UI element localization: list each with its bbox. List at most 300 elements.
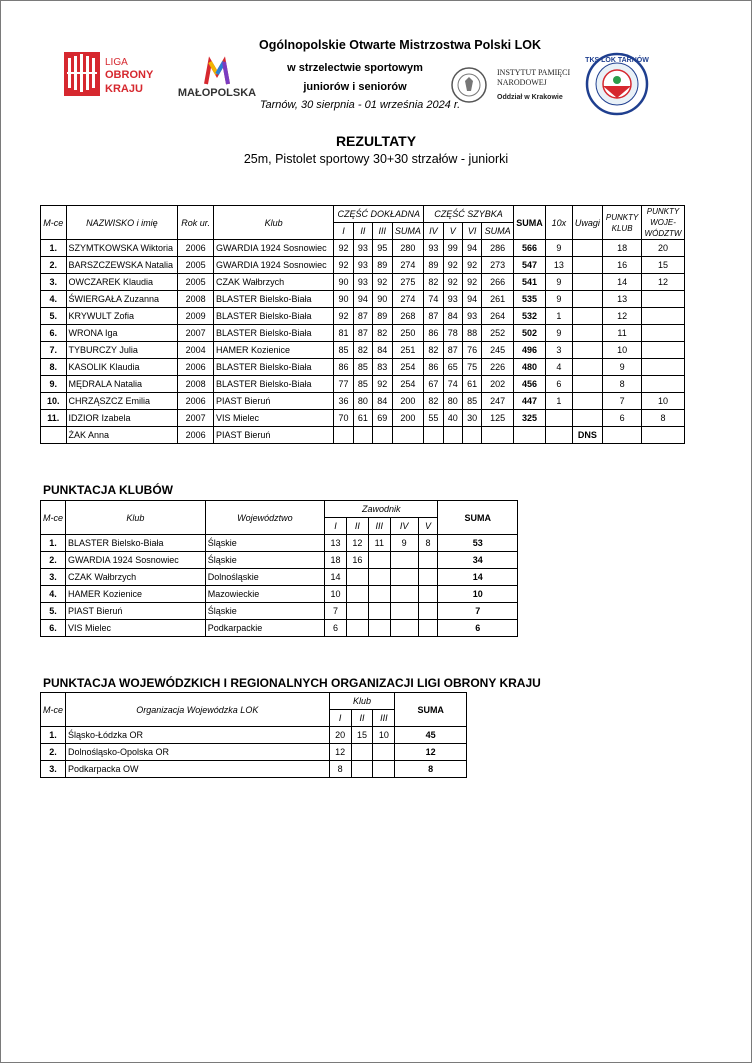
- page-title: REZULTATY: [335, 133, 417, 149]
- cell-name: OWCZAREK Klaudia: [66, 274, 178, 291]
- cell-s4: [424, 427, 443, 444]
- cell-sum-b: 264: [482, 308, 514, 325]
- cell-notes: [572, 325, 603, 342]
- lok-logo-line1: LIGA: [105, 57, 128, 68]
- clubs-col-p5: V: [418, 518, 438, 535]
- cell-notes: [572, 274, 603, 291]
- cell-s6: 92: [462, 257, 481, 274]
- cell-s1: 92: [334, 240, 353, 257]
- cell-s6: 61: [462, 376, 481, 393]
- cell-place: 2.: [41, 552, 66, 569]
- cell-club: GWARDIA 1924 Sosnowiec: [213, 240, 333, 257]
- cell-sum-b: 273: [482, 257, 514, 274]
- cell-place: 6.: [41, 325, 67, 342]
- cell-p2: 12: [346, 535, 368, 552]
- cell-p3: [373, 744, 395, 761]
- table-row: [41, 393, 685, 410]
- cell-name: TYBURCZY Julia: [66, 342, 178, 359]
- cell-s5: 74: [443, 376, 462, 393]
- cell-s4: 93: [424, 240, 443, 257]
- cell-sum-a: 200: [392, 393, 424, 410]
- cell-p1: 12: [329, 744, 351, 761]
- cell-notes: [572, 376, 603, 393]
- cell-p3: [368, 569, 390, 586]
- cell-s3: 92: [373, 376, 392, 393]
- clubs-col-total: SUMA: [438, 501, 518, 535]
- cell-sum-b: [482, 427, 514, 444]
- cell-p2: [346, 603, 368, 620]
- cell-notes: [572, 257, 603, 274]
- cell-club: HAMER Kozienice: [66, 586, 206, 603]
- cell-place: 6.: [41, 620, 66, 637]
- cell-region-points: 8: [641, 410, 684, 427]
- cell-s6: 30: [462, 410, 481, 427]
- cell-place: 10.: [41, 393, 67, 410]
- cell-tens: 9: [546, 291, 573, 308]
- clubs-col-p1: I: [325, 518, 347, 535]
- cell-sum-a: 274: [392, 291, 424, 308]
- cell-s2: 93: [353, 240, 372, 257]
- ipn-logo-line3: Oddział w Krakowie: [497, 94, 563, 101]
- cell-total: 456: [513, 376, 545, 393]
- cell-year: 2006: [178, 393, 214, 410]
- cell-year: 2007: [178, 410, 214, 427]
- cell-s6: 94: [462, 291, 481, 308]
- orgs-col-total: SUMA: [395, 693, 467, 727]
- cell-p1: 13: [325, 535, 347, 552]
- cell-place: 1.: [41, 240, 67, 257]
- cell-p5: [418, 620, 438, 637]
- cell-place: 2.: [41, 257, 67, 274]
- cell-p1: 14: [325, 569, 347, 586]
- cell-sum-a: 251: [392, 342, 424, 359]
- cell-sum-a: [392, 427, 424, 444]
- cell-notes: DNS: [572, 427, 603, 444]
- cell-place: [41, 427, 67, 444]
- cell-s2: 80: [353, 393, 372, 410]
- cell-sum-b: 247: [482, 393, 514, 410]
- cell-name: KRYWULT Zofia: [66, 308, 178, 325]
- lok-logo: [64, 50, 156, 98]
- cell-year: 2005: [178, 257, 214, 274]
- cell-s1: 85: [334, 342, 353, 359]
- cell-club: BLASTER Bielsko-Biała: [66, 535, 206, 552]
- col-s3: III: [373, 223, 392, 240]
- col-s2: II: [353, 223, 372, 240]
- cell-s6: 85: [462, 393, 481, 410]
- cell-p1: 20: [329, 727, 351, 744]
- cell-s3: 84: [373, 342, 392, 359]
- clubs-col-p3: III: [368, 518, 390, 535]
- cell-s2: 61: [353, 410, 372, 427]
- cell-p3: 10: [373, 727, 395, 744]
- cell-region-points: [641, 308, 684, 325]
- cell-s1: 36: [334, 393, 353, 410]
- cell-place: 1.: [41, 727, 66, 744]
- cell-region-points: [641, 291, 684, 308]
- cell-total: 535: [513, 291, 545, 308]
- cell-p2: [346, 586, 368, 603]
- cell-place: 5.: [41, 603, 66, 620]
- cell-s5: 93: [443, 291, 462, 308]
- malopolska-logo-text: MAŁOPOLSKA: [177, 87, 257, 99]
- cell-year: 2007: [178, 325, 214, 342]
- cell-p1: 8: [329, 761, 351, 778]
- cell-club-points: 18: [603, 240, 642, 257]
- cell-tens: 1: [546, 308, 573, 325]
- cell-place: 3.: [41, 569, 66, 586]
- cell-club: PIAST Bieruń: [66, 603, 206, 620]
- cell-club-points: 7: [603, 393, 642, 410]
- cell-total: 7: [438, 603, 518, 620]
- cell-place: 3.: [41, 761, 66, 778]
- cell-p3: 11: [368, 535, 390, 552]
- cell-notes: [572, 240, 603, 257]
- clubs-col-p4: IV: [390, 518, 418, 535]
- table-row: [41, 240, 685, 257]
- cell-club: GWARDIA 1924 Sosnowiec: [66, 552, 206, 569]
- cell-s4: 82: [424, 393, 443, 410]
- cell-org: Śląsko-Łódzka OR: [66, 727, 330, 744]
- event-date-place: Tarnów, 30 sierpnia - 01 września 2024 r.: [259, 99, 461, 111]
- cell-name: CHRZĄSZCZ Emilia: [66, 393, 178, 410]
- cell-club-points: 13: [603, 291, 642, 308]
- cell-p2: [346, 569, 368, 586]
- cell-sum-b: 125: [482, 410, 514, 427]
- col-s1: I: [334, 223, 353, 240]
- cell-notes: [572, 342, 603, 359]
- cell-p1: 10: [325, 586, 347, 603]
- cell-region-points: 20: [641, 240, 684, 257]
- cell-name: SZYMTKOWSKA Wiktoria: [66, 240, 178, 257]
- cell-place: 1.: [41, 535, 66, 552]
- cell-total: 532: [513, 308, 545, 325]
- cell-club: CZAK Wałbrzych: [66, 569, 206, 586]
- col-notes: Uwagi: [572, 206, 603, 240]
- cell-club: BLASTER Bielsko-Biała: [213, 291, 333, 308]
- table-row: [41, 569, 518, 586]
- cell-club: CZAK Wałbrzych: [213, 274, 333, 291]
- cell-s5: 78: [443, 325, 462, 342]
- cell-total: 447: [513, 393, 545, 410]
- cell-club-points: 12: [603, 308, 642, 325]
- cell-region-points: [641, 359, 684, 376]
- cell-region-points: 15: [641, 257, 684, 274]
- cell-p4: [390, 586, 418, 603]
- table-row: [41, 274, 685, 291]
- cell-sum-b: 261: [482, 291, 514, 308]
- orgs-col-org: Organizacja Wojewódzka LOK: [66, 693, 330, 727]
- cell-s1: 86: [334, 359, 353, 376]
- table-row: [41, 376, 685, 393]
- clubs-col-club: Klub: [66, 501, 206, 535]
- cell-club: HAMER Kozienice: [213, 342, 333, 359]
- cell-s1: 90: [334, 291, 353, 308]
- col-year: Rok ur.: [178, 206, 214, 240]
- cell-notes: [572, 410, 603, 427]
- table-row: [41, 427, 685, 444]
- table-row: [41, 727, 467, 744]
- cell-total: 502: [513, 325, 545, 342]
- cell-sum-a: 274: [392, 257, 424, 274]
- cell-total: 14: [438, 569, 518, 586]
- cell-tens: 9: [546, 240, 573, 257]
- cell-s5: 92: [443, 274, 462, 291]
- cell-sum-a: 280: [392, 240, 424, 257]
- cell-name: BARSZCZEWSKA Natalia: [66, 257, 178, 274]
- cell-s5: 84: [443, 308, 462, 325]
- cell-club: BLASTER Bielsko-Biała: [213, 359, 333, 376]
- cell-region: Śląskie: [205, 603, 324, 620]
- cell-s6: 94: [462, 240, 481, 257]
- cell-s1: 70: [334, 410, 353, 427]
- cell-s6: 93: [462, 308, 481, 325]
- cell-s4: 87: [424, 308, 443, 325]
- cell-sum-a: 275: [392, 274, 424, 291]
- table-row: [41, 410, 685, 427]
- cell-total: 10: [438, 586, 518, 603]
- cell-p3: [368, 552, 390, 569]
- orgs-col-place: M-ce: [41, 693, 66, 727]
- cell-sum-b: 266: [482, 274, 514, 291]
- col-s6: VI: [462, 223, 481, 240]
- cell-region: Podkarpackie: [205, 620, 324, 637]
- table-row: [41, 291, 685, 308]
- cell-s1: 81: [334, 325, 353, 342]
- cell-p3: [368, 620, 390, 637]
- cell-s2: 87: [353, 325, 372, 342]
- cell-p4: [390, 603, 418, 620]
- cell-notes: [572, 359, 603, 376]
- cell-sum-a: 268: [392, 308, 424, 325]
- cell-s6: 76: [462, 342, 481, 359]
- ipn-logo-line2: NARODOWEJ: [497, 78, 547, 87]
- cell-total: 6: [438, 620, 518, 637]
- cell-org: Podkarpacka OW: [66, 761, 330, 778]
- cell-club-points: 8: [603, 376, 642, 393]
- clubs-col-place: M-ce: [41, 501, 66, 535]
- cell-total: 53: [438, 535, 518, 552]
- cell-club: BLASTER Bielsko-Biała: [213, 376, 333, 393]
- cell-place: 2.: [41, 744, 66, 761]
- cell-year: 2008: [178, 291, 214, 308]
- cell-year: 2004: [178, 342, 214, 359]
- cell-club-points: 9: [603, 359, 642, 376]
- cell-p1: 18: [325, 552, 347, 569]
- cell-s4: 86: [424, 359, 443, 376]
- cell-notes: [572, 393, 603, 410]
- cell-s2: [353, 427, 372, 444]
- cell-p5: [418, 552, 438, 569]
- cell-s4: 89: [424, 257, 443, 274]
- page-subtitle: 25m, Pistolet sportowy 30+30 strzałów - juniorki: [243, 152, 509, 166]
- clubs-col-region: Województwo: [205, 501, 324, 535]
- cell-s1: [334, 427, 353, 444]
- table-row: [41, 257, 685, 274]
- cell-tens: 1: [546, 393, 573, 410]
- cell-s3: 83: [373, 359, 392, 376]
- table-row: [41, 359, 685, 376]
- cell-tens: [546, 410, 573, 427]
- cell-s4: 86: [424, 325, 443, 342]
- cell-sum-b: 245: [482, 342, 514, 359]
- cell-club-points: 11: [603, 325, 642, 342]
- cell-s2: 93: [353, 274, 372, 291]
- event-category: juniorów i seniorów: [303, 81, 407, 93]
- cell-name: MĘDRALA Natalia: [66, 376, 178, 393]
- results-table: [40, 205, 685, 444]
- table-row: [41, 325, 685, 342]
- table-row: [41, 586, 518, 603]
- cell-club-points: [603, 427, 642, 444]
- cell-sum-b: 226: [482, 359, 514, 376]
- cell-s4: 55: [424, 410, 443, 427]
- cell-tens: 6: [546, 376, 573, 393]
- col-region-points: PUNKTY WOJE-WÓDZTW: [641, 206, 684, 240]
- cell-total: 45: [395, 727, 467, 744]
- tks-logo-text: TKS LOK TARNÓW: [585, 57, 649, 64]
- lok-logo-line3: KRAJU: [105, 83, 143, 95]
- lok-logo-line2: OBRONY: [105, 69, 154, 81]
- cell-region-points: [641, 325, 684, 342]
- cell-place: 4.: [41, 291, 67, 308]
- cell-sum-a: 250: [392, 325, 424, 342]
- col-total: SUMA: [513, 206, 545, 240]
- cell-region: Śląskie: [205, 552, 324, 569]
- cell-name: IDZIOR Izabela: [66, 410, 178, 427]
- cell-club: PIAST Bieruń: [213, 427, 333, 444]
- cell-total: [513, 427, 545, 444]
- cell-sum-b: 202: [482, 376, 514, 393]
- cell-club-points: 14: [603, 274, 642, 291]
- orgs-table: [40, 692, 467, 778]
- orgs-col-p3: III: [373, 710, 395, 727]
- cell-place: 3.: [41, 274, 67, 291]
- cell-region: Mazowieckie: [205, 586, 324, 603]
- col-rapid: CZĘŚĆ SZYBKA: [424, 206, 514, 223]
- cell-s4: 82: [424, 274, 443, 291]
- cell-club: GWARDIA 1924 Sosnowiec: [213, 257, 333, 274]
- cell-region-points: [641, 376, 684, 393]
- cell-p5: [418, 569, 438, 586]
- cell-p4: [390, 569, 418, 586]
- cell-p2: 16: [346, 552, 368, 569]
- table-row: [41, 342, 685, 359]
- ipn-logo-line1: INSTYTUT PAMIĘCI: [497, 68, 571, 77]
- cell-year: 2006: [178, 359, 214, 376]
- cell-place: 5.: [41, 308, 67, 325]
- cell-region-points: [641, 342, 684, 359]
- cell-club: PIAST Bieruń: [213, 393, 333, 410]
- cell-s3: 95: [373, 240, 392, 257]
- cell-p4: [390, 552, 418, 569]
- cell-s2: 93: [353, 257, 372, 274]
- cell-tens: 9: [546, 325, 573, 342]
- cell-year: 2006: [178, 427, 214, 444]
- cell-total: 34: [438, 552, 518, 569]
- col-s5: V: [443, 223, 462, 240]
- col-club-points: PUNKTY KLUB: [603, 206, 642, 240]
- cell-s1: 77: [334, 376, 353, 393]
- cell-sum-a: 254: [392, 359, 424, 376]
- cell-p5: [418, 603, 438, 620]
- cell-region-points: 10: [641, 393, 684, 410]
- cell-s5: 40: [443, 410, 462, 427]
- cell-s5: 99: [443, 240, 462, 257]
- cell-name: KASOLIK Klaudia: [66, 359, 178, 376]
- cell-s6: 92: [462, 274, 481, 291]
- cell-s3: 89: [373, 308, 392, 325]
- orgs-col-p1: I: [329, 710, 351, 727]
- cell-s2: 85: [353, 376, 372, 393]
- cell-sum-a: 200: [392, 410, 424, 427]
- cell-tens: 3: [546, 342, 573, 359]
- cell-s4: 67: [424, 376, 443, 393]
- cell-sum-b: 286: [482, 240, 514, 257]
- cell-s5: 87: [443, 342, 462, 359]
- table-row: [41, 620, 518, 637]
- cell-s4: 74: [424, 291, 443, 308]
- cell-region-points: 12: [641, 274, 684, 291]
- cell-s3: 90: [373, 291, 392, 308]
- cell-club: VIS Mielec: [66, 620, 206, 637]
- cell-year: 2009: [178, 308, 214, 325]
- col-sum-a: SUMA: [392, 223, 424, 240]
- event-title: Ogólnopolskie Otwarte Mistrzostwa Polski LOK: [259, 38, 541, 52]
- cell-s2: 94: [353, 291, 372, 308]
- cell-sum-a: 254: [392, 376, 424, 393]
- clubs-col-p2: II: [346, 518, 368, 535]
- cell-p4: [390, 620, 418, 637]
- cell-p5: 8: [418, 535, 438, 552]
- cell-club: VIS Mielec: [213, 410, 333, 427]
- cell-s4: 82: [424, 342, 443, 359]
- cell-p3: [368, 603, 390, 620]
- cell-place: 4.: [41, 586, 66, 603]
- cell-p1: 7: [325, 603, 347, 620]
- orgs-section-title: PUNKTACJA WOJEWÓDZKICH I REGIONALNYCH ORGANIZACJI LIGI OBRONY KRAJU: [43, 676, 541, 690]
- cell-s3: 89: [373, 257, 392, 274]
- tks-lok-logo: [584, 50, 650, 118]
- clubs-section-title: PUNKTACJA KLUBÓW: [43, 483, 173, 497]
- cell-p3: [368, 586, 390, 603]
- cell-club-points: 6: [603, 410, 642, 427]
- cell-total: 541: [513, 274, 545, 291]
- cell-place: 11.: [41, 410, 67, 427]
- cell-sum-b: 252: [482, 325, 514, 342]
- cell-tens: 9: [546, 274, 573, 291]
- cell-p2: [351, 761, 373, 778]
- cell-s1: 92: [334, 257, 353, 274]
- col-sum-b: SUMA: [482, 223, 514, 240]
- cell-club: BLASTER Bielsko-Biała: [213, 308, 333, 325]
- cell-tens: 4: [546, 359, 573, 376]
- col-s4: IV: [424, 223, 443, 240]
- cell-s6: 75: [462, 359, 481, 376]
- table-row: [41, 761, 467, 778]
- cell-year: 2008: [178, 376, 214, 393]
- cell-s3: [373, 427, 392, 444]
- cell-club-points: 10: [603, 342, 642, 359]
- cell-s2: 87: [353, 308, 372, 325]
- cell-p2: [351, 744, 373, 761]
- cell-year: 2006: [178, 240, 214, 257]
- cell-name: WRONA Iga: [66, 325, 178, 342]
- cell-club-points: 16: [603, 257, 642, 274]
- cell-place: 8.: [41, 359, 67, 376]
- cell-year: 2005: [178, 274, 214, 291]
- cell-p2: 15: [351, 727, 373, 744]
